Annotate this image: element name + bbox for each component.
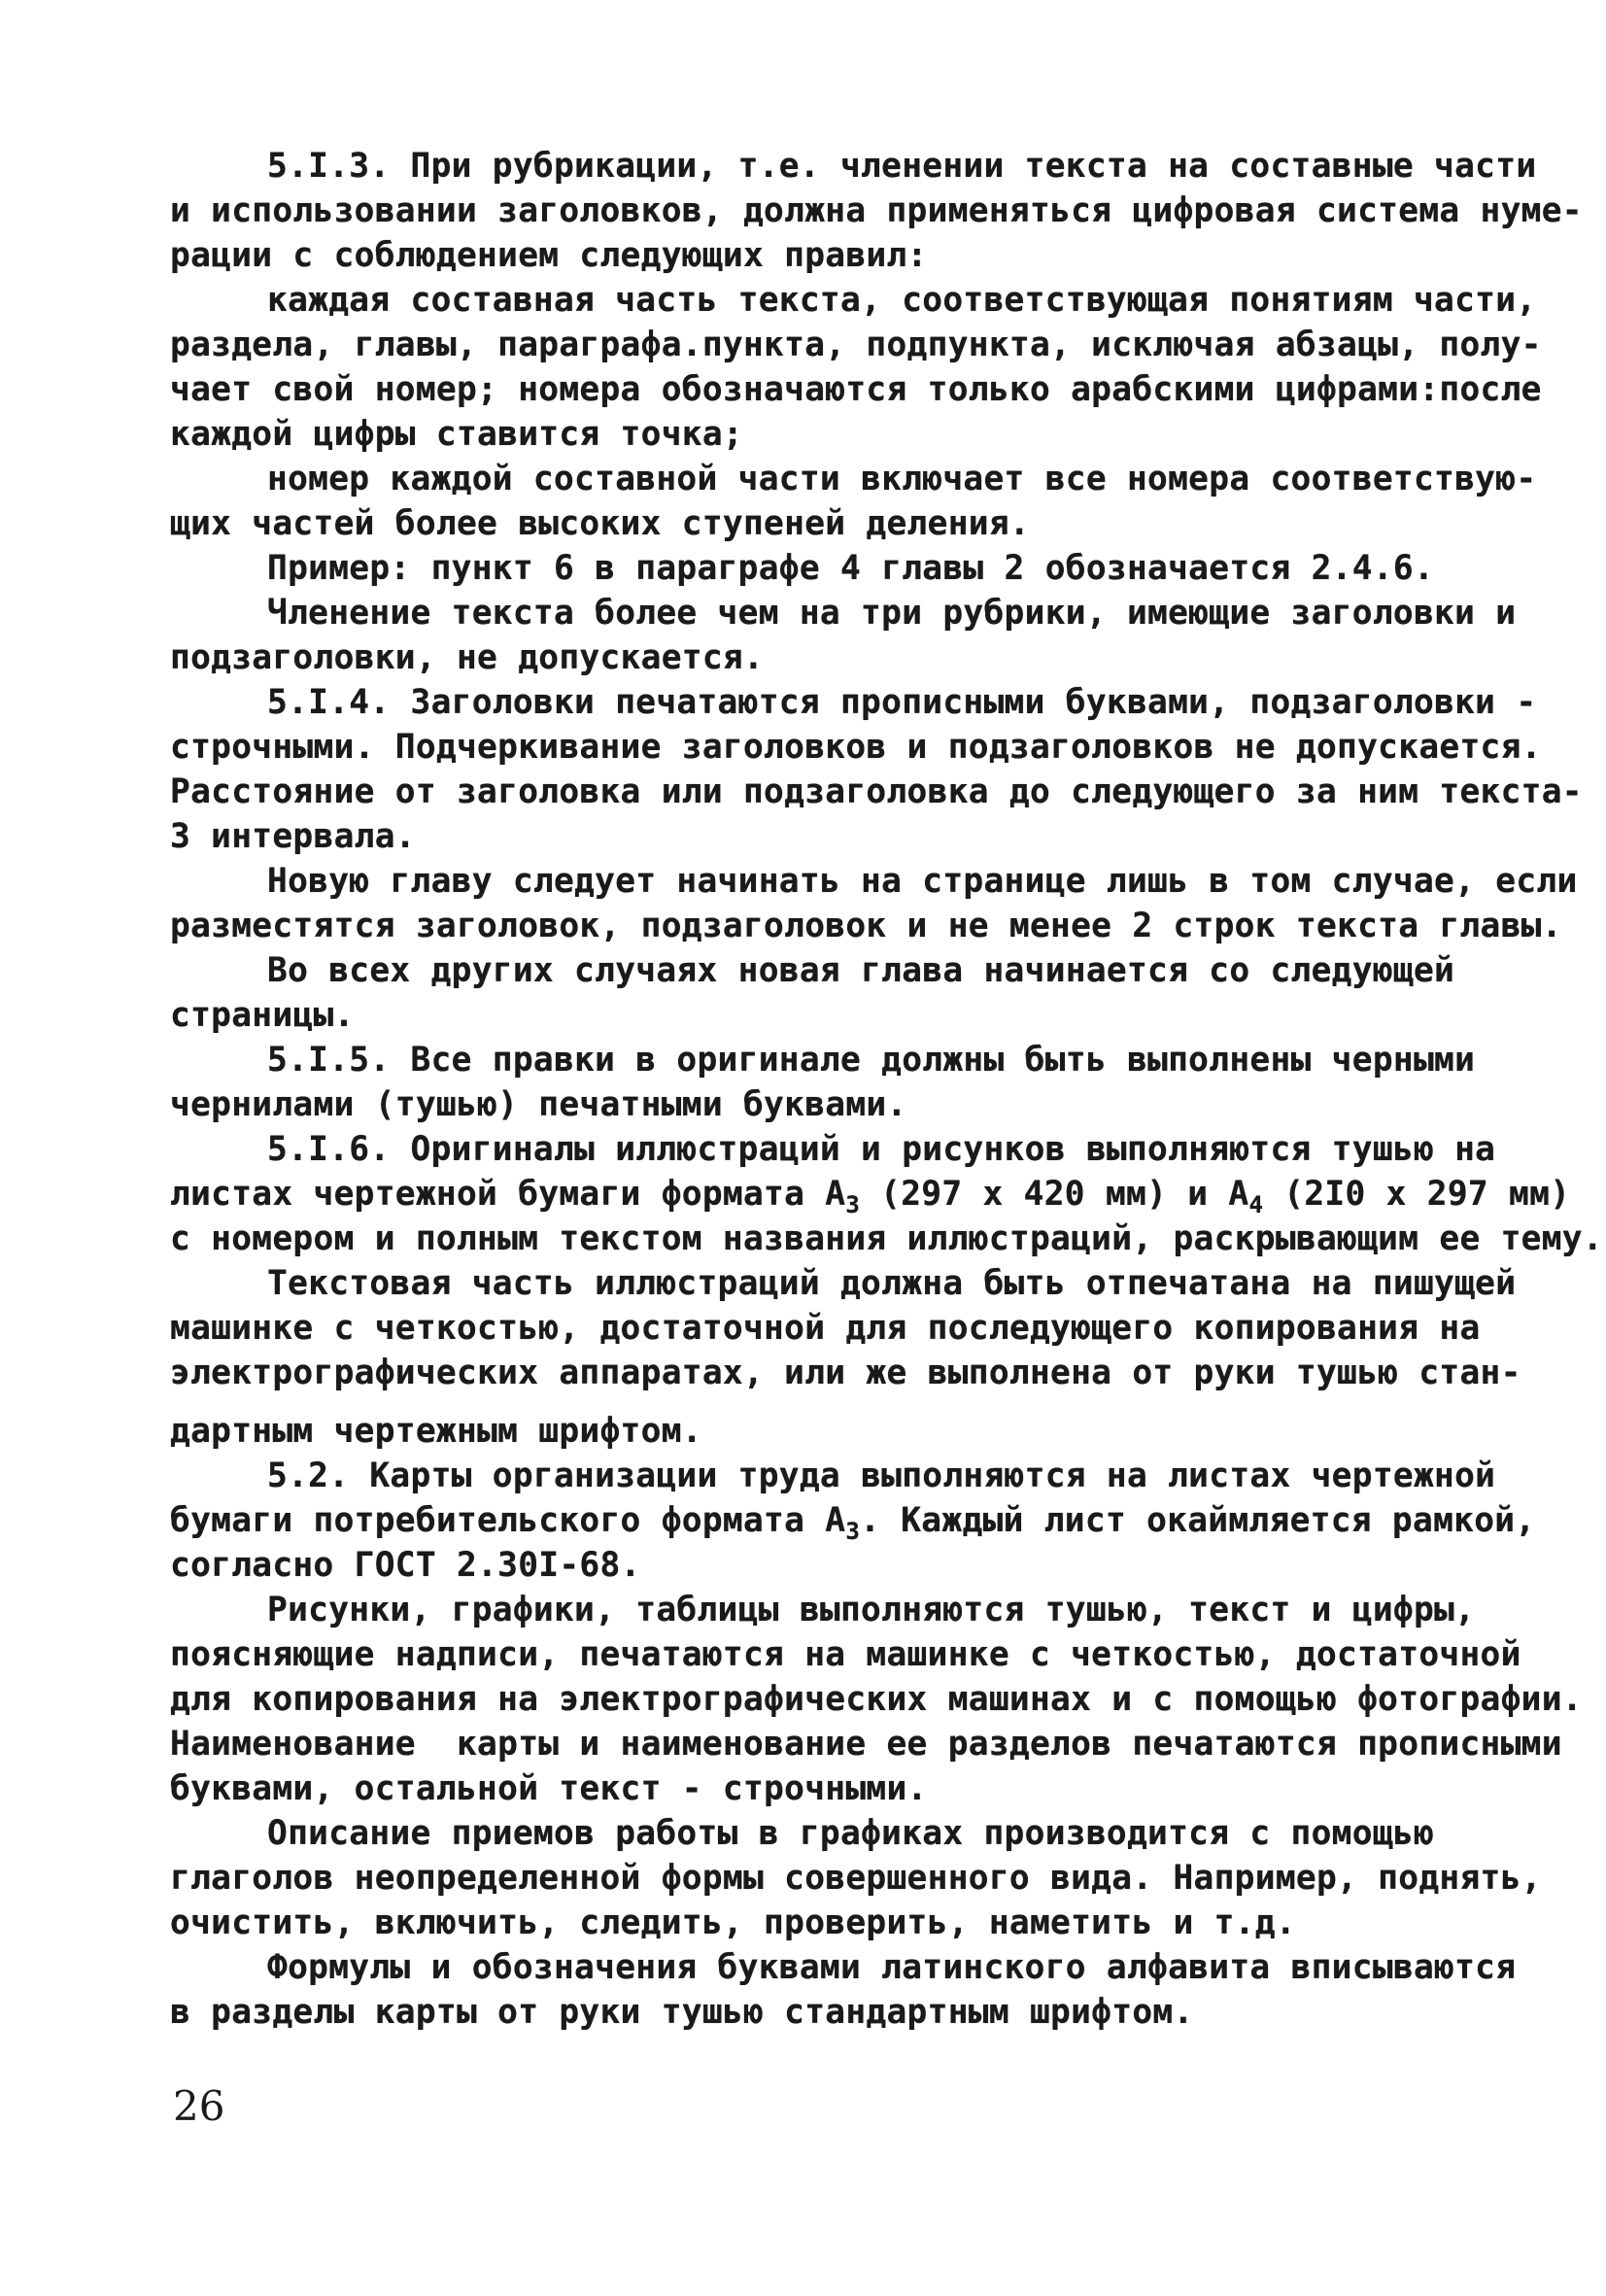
text-segment: бумаги потребительского формата А [170, 1501, 846, 1540]
text-line [170, 412, 1462, 457]
text-line [170, 993, 1462, 1038]
text-line [170, 1632, 1521, 1677]
text-segment: 5.I.6. Оригиналы иллюстраций и рисунков выполняются тушью на [267, 1130, 1496, 1169]
text-segment: листах чертежной бумаги формата А [170, 1175, 846, 1214]
text-segment: Наименование карты и наименование ее разделов печатаются прописными [170, 1725, 1562, 1764]
text-segment: Расстояние от заголовка или подзаголовка до следующего за ним текста- [170, 772, 1583, 811]
text-line [170, 904, 1562, 948]
text-segment: . Каждый лист окаймляется рамкой, [860, 1501, 1536, 1540]
text-segment: номер каждой составной части включает все номера соответствую- [267, 460, 1537, 498]
page-number: 26 [173, 2082, 225, 2130]
text-segment: для копирования на электрографических машинах и с помощью фотографии. [170, 1680, 1583, 1719]
text-segment: глаголов неопределенной формы совершенного вида. Например, поднять, [170, 1859, 1542, 1898]
text-segment: (297 x 420 мм) и А [860, 1175, 1249, 1214]
text-segment: 5.2. Карты организации труда выполняются на листах чертежной [267, 1456, 1496, 1495]
text-line [170, 814, 1462, 859]
text-line [170, 1766, 1462, 1811]
text-line [170, 1172, 1571, 1218]
text-line [170, 1261, 1517, 1306]
text-segment: подзаголовки, не допускается. [170, 638, 765, 677]
text-line [170, 1409, 1462, 1454]
text-line [170, 1722, 1562, 1766]
text-line [170, 1306, 1481, 1351]
text-line [170, 680, 1537, 725]
text-segment: Пример: пункт 6 в параграфе 4 главы 2 обозначается 2.4.6. [267, 549, 1435, 588]
text-line [170, 367, 1542, 412]
text-segment: рации с соблюдением следующих правил: [170, 236, 928, 275]
text-segment: чернилами (тушью) печатными буквами. [170, 1085, 907, 1124]
text-segment: 3 интервала. [170, 817, 416, 856]
text-segment: разместятся заголовок, подзаголовок и не менее 2 строк текста главы. [170, 907, 1562, 945]
text-line [170, 278, 1537, 323]
text-line [170, 233, 1462, 278]
text-line [170, 1588, 1476, 1632]
text-segment: строчными. Подчеркивание заголовков и подзаголовков не допускается. [170, 728, 1542, 767]
text-segment: в разделы карты от руки тушью стандартным шрифтом. [170, 1993, 1194, 2032]
text-line [170, 1901, 1462, 1945]
text-segment: Во всех других случаях новая глава начинается со следующей [267, 951, 1455, 990]
text-line [170, 770, 1583, 814]
subscript: 3 [845, 1191, 861, 1218]
text-line [170, 1543, 1462, 1588]
text-segment: Рисунки, графики, таблицы выполняются тушью, текст и цифры, [267, 1591, 1476, 1629]
text-segment: согласно ГОСТ 2.30I-68. [170, 1546, 641, 1585]
text-segment: страницы. [170, 996, 355, 1035]
text-segment: Текстовая часть иллюстраций должна быть отпечатана на пишущей [267, 1264, 1517, 1303]
text-segment: электрографических аппаратах, или же выполнена от руки тушью стан- [170, 1354, 1521, 1392]
subscript: 4 [1248, 1191, 1264, 1218]
text-line [170, 1127, 1496, 1172]
text-segment: очистить, включить, следить, проверить, наметить и т.д. [170, 1903, 1296, 1942]
text-segment: поясняющие надписи, печатаются на машинке с четкостью, достаточной [170, 1635, 1521, 1674]
text-line [170, 144, 1537, 188]
text-segment: раздела, главы, параграфа.пункта, подпункта, исключая абзацы, полу- [170, 326, 1542, 364]
text-segment: Формулы и обозначения буквами латинского алфавита вписываются [267, 1948, 1517, 1987]
text-line [170, 188, 1583, 233]
text-line [170, 725, 1542, 770]
text-line [170, 635, 1462, 680]
document-page [170, 144, 1603, 2035]
text-segment: машинке с четкостью, достаточной для последующего копирования на [170, 1309, 1481, 1348]
text-segment: чает свой номер; номера обозначаются только арабскими цифрами:после [170, 370, 1542, 409]
text-segment: Новую главу следует начинать на странице лишь в том случае, если [267, 862, 1578, 901]
text-line [170, 457, 1537, 501]
text-segment: Описание приемов работы в графиках производится с помощью [267, 1814, 1435, 1853]
text-line [170, 1498, 1536, 1545]
text-segment: 5.I.3. При рубрикации, т.е. членении текста на составные части [267, 147, 1537, 186]
text-segment: и использовании заголовков, должна применяться цифровая система нуме- [170, 191, 1583, 230]
text-line [170, 1351, 1521, 1395]
text-line [170, 1990, 1462, 2035]
text-segment: Членение текста более чем на три рубрики, имеющие заголовки и [267, 594, 1517, 633]
text-line [170, 501, 1462, 546]
text-line [170, 1677, 1583, 1722]
text-line [170, 1945, 1517, 1990]
text-segment: каждая составная часть текста, соответствующая понятиям части, [267, 281, 1537, 320]
text-segment: 5.I.5. Все правки в оригинале должны быть выполнены черными [267, 1041, 1476, 1079]
text-line [170, 1454, 1496, 1498]
text-segment: (2I0 x 297 мм) [1263, 1175, 1571, 1214]
text-segment: дартным чертежным шрифтом. [170, 1412, 702, 1451]
text-line [170, 1856, 1542, 1901]
text-segment: каждой цифры ставится точка; [170, 415, 743, 454]
text-line [170, 859, 1578, 904]
text-line [170, 948, 1462, 993]
text-segment: с номером и полным текстом названия иллюстраций, раскрывающим ее тему. [170, 1219, 1603, 1258]
text-segment: буквами, остальной текст - строчными. [170, 1769, 928, 1808]
text-line [170, 1811, 1462, 1856]
subscript: 3 [845, 1518, 861, 1545]
text-line [170, 1038, 1476, 1082]
text-line [170, 1217, 1603, 1261]
text-line [170, 1082, 1462, 1127]
text-line [170, 546, 1462, 591]
text-line [170, 591, 1517, 635]
text-segment: 5.I.4. Заголовки печатаются прописными буквами, подзаголовки - [267, 683, 1537, 722]
text-line [170, 323, 1542, 367]
text-segment: щих частей более высоких ступеней деления. [170, 504, 1030, 543]
